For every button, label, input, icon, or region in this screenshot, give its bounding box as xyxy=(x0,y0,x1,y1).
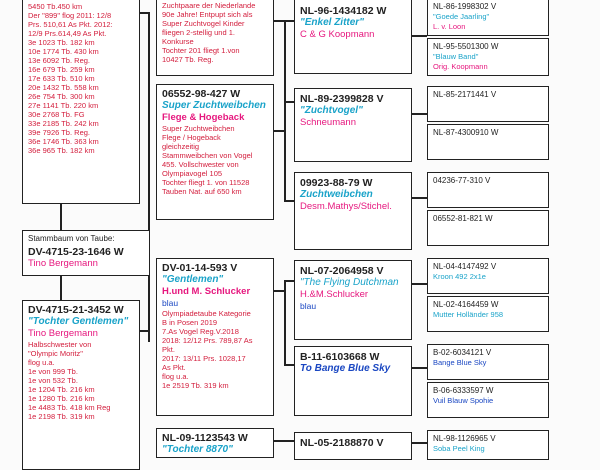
performance-line: 1e 4483 Tb. 418 km Reg xyxy=(28,403,111,412)
connector-line xyxy=(274,290,284,292)
performance-line: 12/9 Prs.614,49 As Pkt. xyxy=(28,29,107,38)
pigeon-name: "Tochter Gentlemen" xyxy=(28,316,129,327)
pigeon-name: "The Flying Dutchman xyxy=(300,277,399,288)
owner-name: C & G Koopmann xyxy=(300,29,375,40)
description-line: Tochter fliegt 1. von 11528 xyxy=(162,178,250,187)
description-line: 10427 Tb. Reg. xyxy=(162,55,214,64)
performance-line: 1e 2198 Tb. 319 km xyxy=(28,412,95,421)
connector-line xyxy=(284,101,294,103)
performance-line: 10e 1774 Tb. 430 km xyxy=(28,47,99,56)
owner-name: Tino Bergemann xyxy=(28,258,98,269)
performance-line: 1e von 999 Tb. xyxy=(28,367,78,376)
stammbaum-box xyxy=(22,230,150,276)
performance-line: 1e 1204 Tb. 216 km xyxy=(28,385,95,394)
performance-line: Pkt. xyxy=(162,345,175,354)
connector-line xyxy=(274,440,294,442)
connector-line xyxy=(284,20,294,22)
performance-line: 26e 754 Tb. 300 km xyxy=(28,92,95,101)
connector-line xyxy=(274,20,284,22)
ancestor-box-col2-top xyxy=(156,0,274,76)
connector-line xyxy=(284,200,294,202)
performance-line: Halbschwester von xyxy=(28,340,92,349)
connector-line xyxy=(60,276,62,300)
pigeon-name: "Blauw Band" xyxy=(433,52,479,61)
connector-line xyxy=(274,130,284,132)
ring-number: NL-05-2188870 V xyxy=(300,437,384,449)
ring-number: NL-85-2171441 V xyxy=(433,90,497,99)
description-line: Tochter 201 fliegt 1.von xyxy=(162,46,240,55)
ancestor-box-col4-7 xyxy=(427,258,549,294)
pigeon-name: Zuchtweibchen xyxy=(300,189,373,200)
performance-line: Prs. 510,61 As Pkt. 2012: xyxy=(28,20,113,29)
ancestor-box-col4-4 xyxy=(427,124,549,160)
pigeon-name: Vuil Blauw Spohie xyxy=(433,396,494,405)
performance-line: 1e von 532 Tb. xyxy=(28,376,78,385)
connector-line xyxy=(284,364,294,366)
pigeon-name: Soba Peel King xyxy=(433,444,485,453)
pigeon-name: Bange Blue Sky xyxy=(433,358,487,367)
ancestor-box-col3-5 xyxy=(294,346,412,416)
ring-number: DV-4715-21-3452 W xyxy=(28,304,124,316)
performance-line: 7.As Vogel Reg.V.2018 xyxy=(162,327,239,336)
color-label: blau xyxy=(162,298,179,308)
ring-number: 06552-81-821 W xyxy=(433,214,493,223)
performance-line: 30e 2768 Tb. FG xyxy=(28,110,85,119)
performance-line: As Pkt. xyxy=(162,363,186,372)
ancestor-box-col4-8 xyxy=(427,296,549,332)
ring-number: NL-04-4147492 V xyxy=(433,262,497,271)
performance-line: 5450 Tb.450 km xyxy=(28,2,83,11)
performance-line: 36e 965 Tb. 182 km xyxy=(28,146,95,155)
pigeon-name: "Enkel Zitter" xyxy=(300,17,364,28)
connector-line xyxy=(412,367,427,369)
description-line: Zuchtpaare der Niederlande xyxy=(162,1,256,10)
ring-number: NL-89-2399828 V xyxy=(300,93,384,105)
ring-number: B-02-6034121 V xyxy=(433,348,492,357)
ring-number: B-11-6103668 W xyxy=(300,351,380,363)
ring-number: NL-96-1434182 W xyxy=(300,5,387,17)
description-line: Stammweibchen von Vogel xyxy=(162,151,253,160)
ancestor-box-col4-9 xyxy=(427,344,549,380)
owner-name: L. v. Loon xyxy=(433,22,466,31)
owner-name: Flege & Hogeback xyxy=(162,112,245,123)
ancestor-box-col2-mid xyxy=(156,84,274,220)
performance-line: 20e 1432 Tb. 558 km xyxy=(28,83,99,92)
ancestor-box-col4-11 xyxy=(427,430,549,460)
stammbaum-label: Stammbaum von Taube: xyxy=(28,234,115,243)
owner-name: Desm.Mathys/Stichel. xyxy=(300,201,392,212)
performance-line: flog u.a. xyxy=(162,372,189,381)
description-line: Tauben Nat. auf 650 km xyxy=(162,187,242,196)
ancestor-box-col3-4 xyxy=(294,260,412,340)
pigeon-name: "Goede Jaarling" xyxy=(433,12,490,21)
ancestor-box-col2-bottom xyxy=(156,428,274,458)
performance-line: 1e 1280 Tb. 216 km xyxy=(28,394,95,403)
performance-line: 17e 633 Tb. 510 km xyxy=(28,74,95,83)
ring-number: DV-4715-23-1646 W xyxy=(28,246,124,258)
description-line: Konkurse xyxy=(162,37,194,46)
performance-line: 2018: 12/12 Prs. 789,87 As xyxy=(162,336,253,345)
performance-line: Olympiadetaube Kategorie xyxy=(162,309,251,318)
subject-pigeon-box xyxy=(22,300,140,470)
ancestor-box-col4-2 xyxy=(427,38,549,76)
ancestor-box-col4-1 xyxy=(427,0,549,36)
ancestor-box-col3-6 xyxy=(294,432,412,460)
connector-line xyxy=(284,280,294,282)
connector-line xyxy=(60,204,62,230)
connector-line xyxy=(412,442,427,444)
ring-number: NL-07-2064958 V xyxy=(300,265,384,277)
performance-line: 33e 2185 Tb. 242 km xyxy=(28,119,99,128)
performance-line: 2017: 13/11 Prs. 1028,17 xyxy=(162,354,246,363)
pigeon-name: "Gentlemen" xyxy=(162,274,224,285)
description-line: Super Zuchtvogel Kinder xyxy=(162,19,245,28)
pigeon-name: Kroon 492 2x1e xyxy=(433,272,486,281)
ancestor-box-col4-10 xyxy=(427,382,549,418)
connector-line xyxy=(412,35,427,37)
performance-line: flog u.a. xyxy=(28,358,55,367)
ancestor-box-col3-1 xyxy=(294,0,412,74)
color-label: blau xyxy=(300,301,317,311)
connector-line xyxy=(412,283,427,285)
owner-name: H.&M.Schlucker xyxy=(300,289,369,300)
ring-number: NL-87-4300910 W xyxy=(433,128,499,137)
ring-number: 04236-77-310 V xyxy=(433,176,491,185)
pigeon-name: To Bange Blue Sky xyxy=(300,363,391,374)
ancestor-box-col3-2 xyxy=(294,88,412,162)
performance-line: 13e 6092 Tb. Reg. xyxy=(28,56,90,65)
ancestor-box-col4-5 xyxy=(427,172,549,208)
ancestor-box-col3-3 xyxy=(294,172,412,250)
description-line: Super Zuchtweibchen xyxy=(162,124,235,133)
performance-line: 16e 679 Tb. 259 km xyxy=(28,65,95,74)
performance-line: "Olympic Moritz" xyxy=(28,349,83,358)
connector-line xyxy=(148,12,150,342)
ring-number: NL-95-5501300 W xyxy=(433,42,499,51)
performance-line: 27e 1141 Tb. 220 km xyxy=(28,101,99,110)
connector-line xyxy=(412,197,427,199)
connector-line xyxy=(284,20,286,201)
ring-number: 09923-88-79 W xyxy=(300,177,373,189)
pigeon-name: Mutter Holländer 958 xyxy=(433,310,504,319)
ring-number: DV-01-14-593 V xyxy=(162,262,238,274)
ring-number: NL-86-1998302 V xyxy=(433,2,497,11)
ring-number: 06552-98-427 W xyxy=(162,88,241,100)
description-line: Flege / Hogeback xyxy=(162,133,221,142)
description-line: Olympiavogel 105 xyxy=(162,169,223,178)
connector-line xyxy=(284,280,286,364)
description-line: fliegen 2-stellig und 1. xyxy=(162,28,235,37)
owner-name: Schneumann xyxy=(300,117,356,128)
pigeon-name: Super Zuchtweibchen xyxy=(162,100,266,111)
description-line: gleichzeitig xyxy=(162,142,200,151)
performance-line: B in Posen 2019 xyxy=(162,318,218,327)
ring-number: NL-02-4164459 W xyxy=(433,300,499,309)
performance-line: 3e 1023 Tb. 182 km xyxy=(28,38,95,47)
pigeon-name: "Zuchtvogel" xyxy=(300,105,363,116)
ring-number: NL-09-1123543 W xyxy=(162,432,248,444)
performance-line: 39e 7926 Tb. Reg. xyxy=(28,128,90,137)
performance-line: 1e 2519 Tb. 319 km xyxy=(162,381,229,390)
pigeon-name: "Tochter 8870" xyxy=(162,444,233,455)
description-line: 455. Vollschwester von xyxy=(162,160,239,169)
ancestor-box-col4-3 xyxy=(427,86,549,122)
description-line: 90e Jahre! Entpupt sich als xyxy=(162,10,253,19)
performance-line: 36e 1746 Tb. 363 km xyxy=(28,137,99,146)
performance-line: Der "899" flog 2011: 12/8 xyxy=(28,11,112,20)
owner-name: Orig. Koopmann xyxy=(433,62,488,71)
ancestor-box-col1-top xyxy=(22,0,140,204)
ancestor-box-col4-6 xyxy=(427,210,549,246)
owner-name: Tino Bergemann xyxy=(28,328,98,339)
ring-number: B-06-6333597 W xyxy=(433,386,494,395)
connector-line xyxy=(412,113,427,115)
owner-name: H.und M. Schlucker xyxy=(162,286,251,297)
ancestor-box-col2-low xyxy=(156,258,274,416)
ring-number: NL-98-1126965 V xyxy=(433,434,496,443)
